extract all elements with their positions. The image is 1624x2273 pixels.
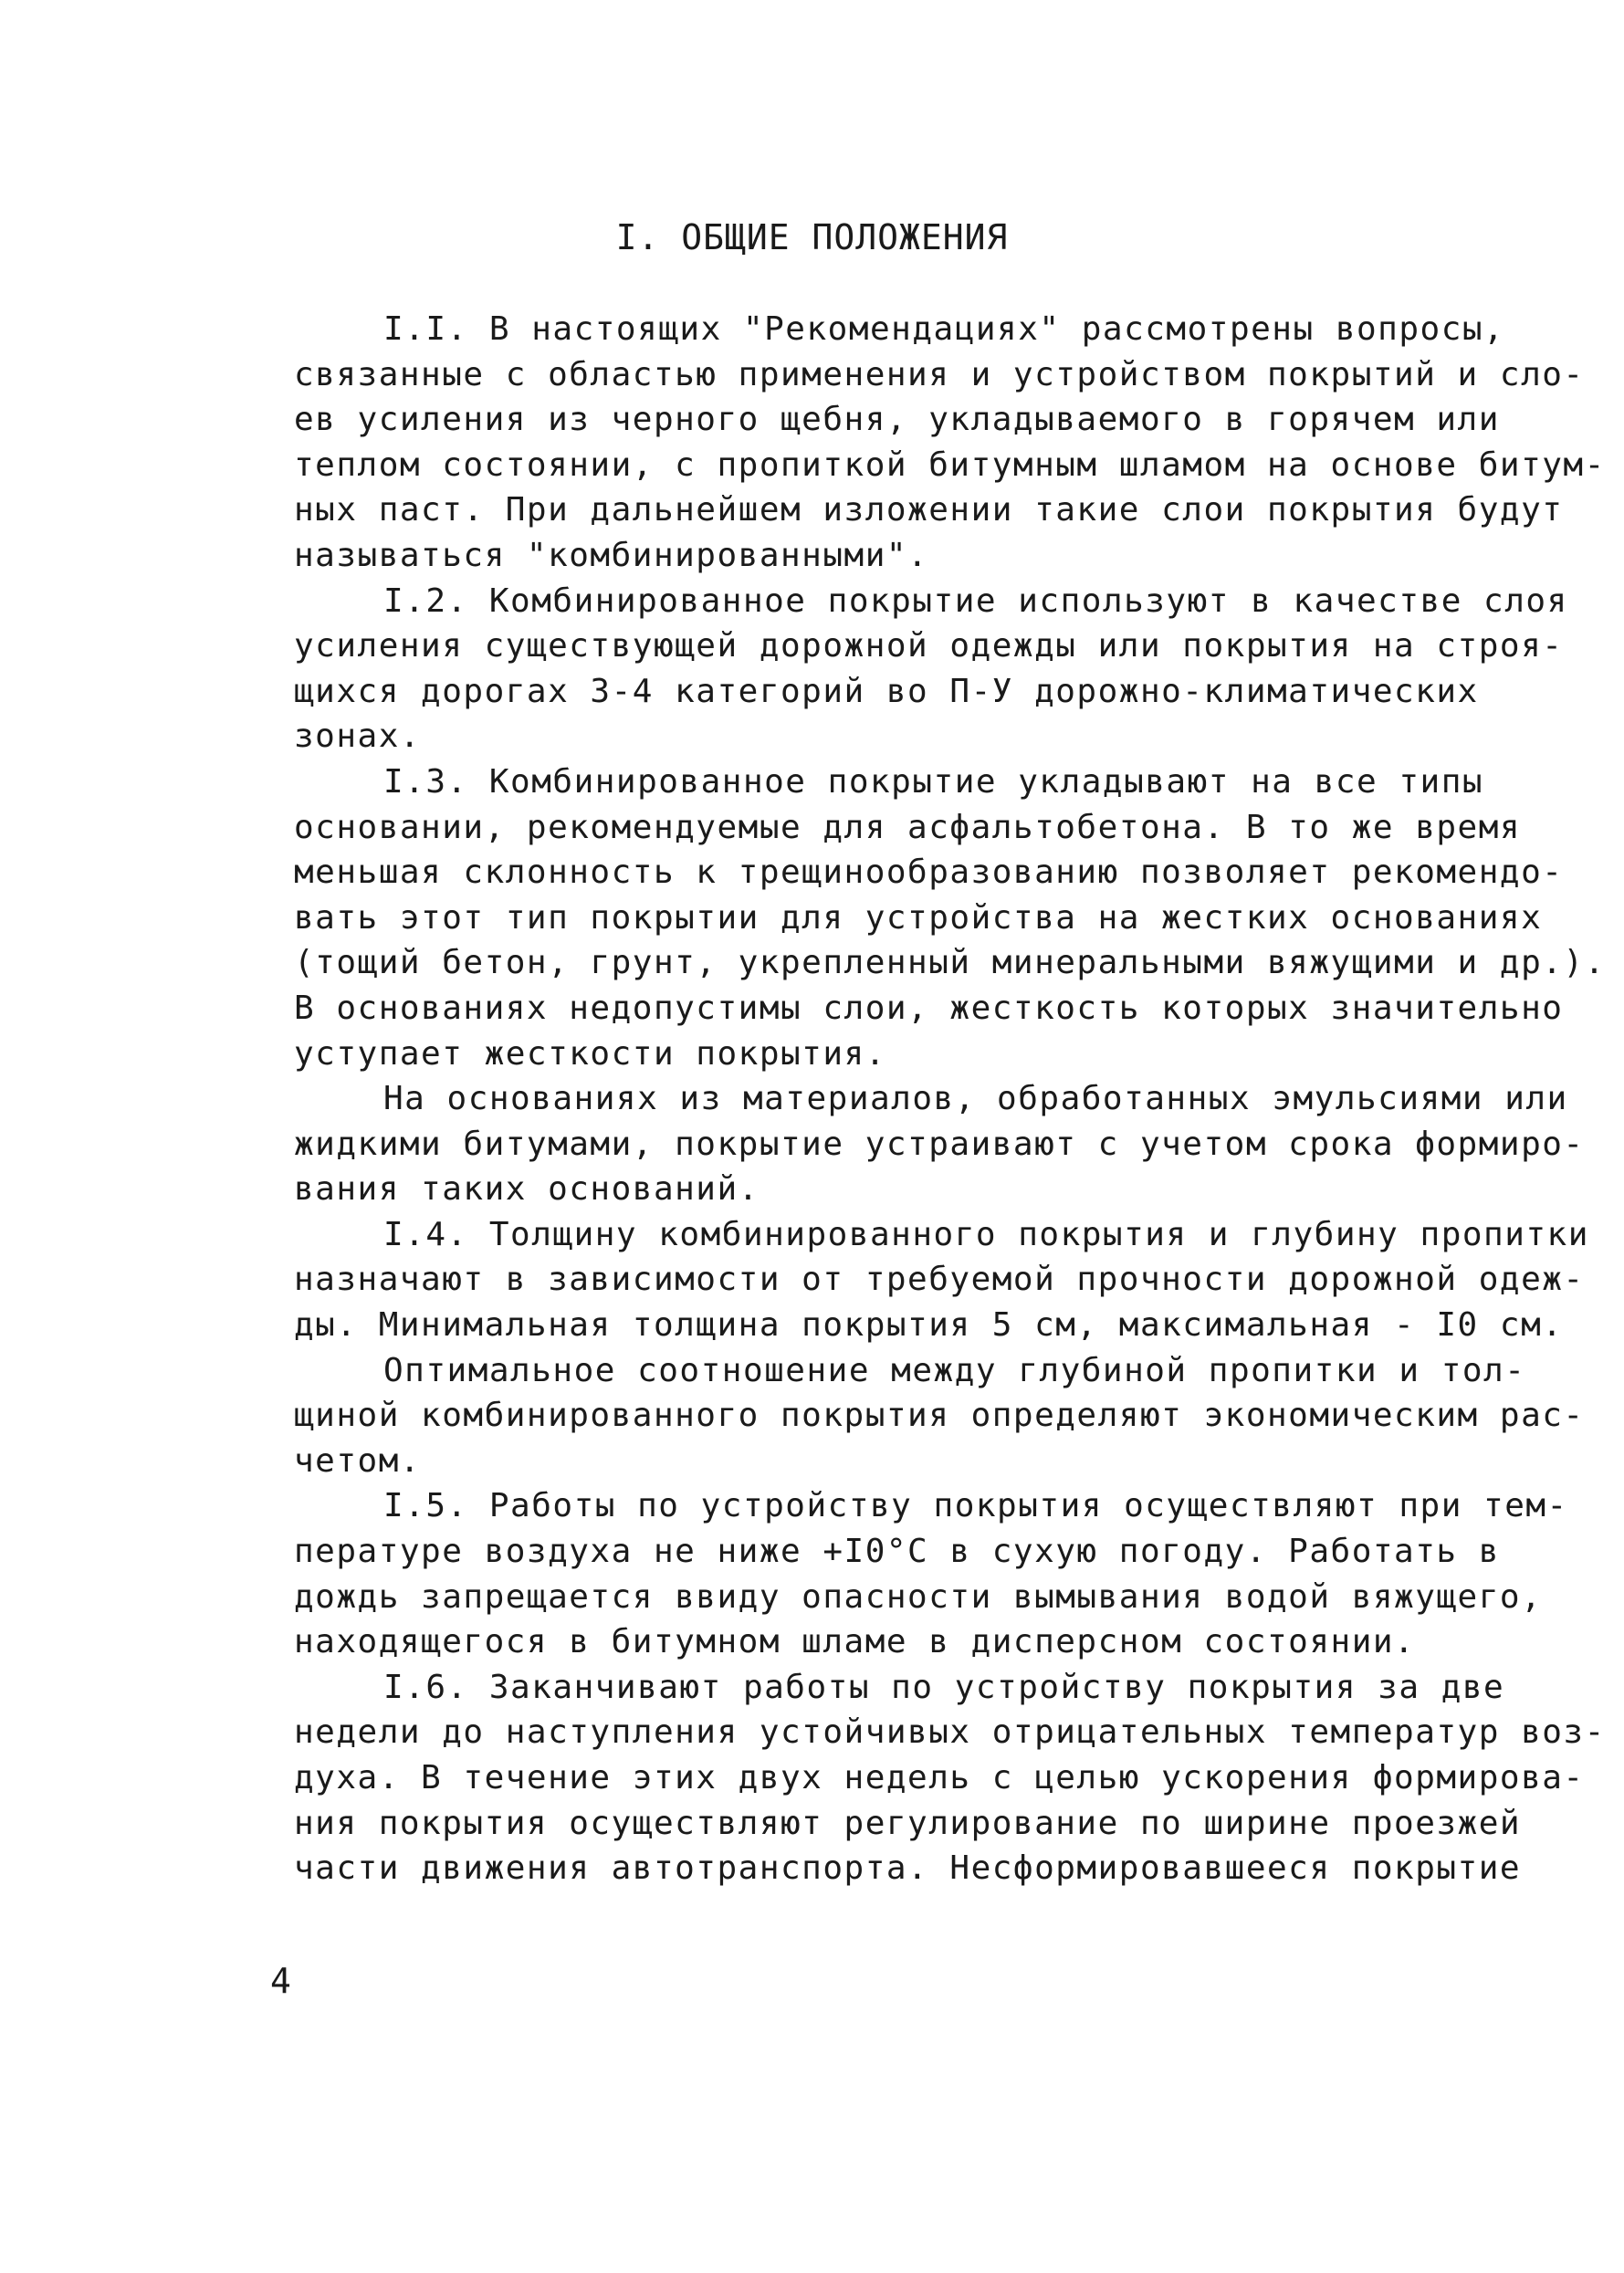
- text-line: теплом состоянии, с пропиткой битумным шламом на основе битум-: [294, 445, 1606, 484]
- text-line: Оптимальное соотношение между глубиной пропитки и тол-: [383, 1351, 1526, 1389]
- text-line: назначают в зависимости от требуемой прочности дорожной одеж-: [294, 1261, 1585, 1299]
- text-line: I.I. В настоящих "Рекомендациях" рассмотрены вопросы,: [383, 310, 1505, 348]
- text-line: связанные с областью применения и устройством покрытий и сло-: [294, 355, 1585, 393]
- page-number: 4: [270, 1961, 291, 2001]
- text-line: части движения автотранспорта. Несформировавшееся покрытие: [294, 1849, 1522, 1888]
- text-line: жидкими битумами, покрытие устраивают с учетом срока формиро-: [294, 1125, 1585, 1163]
- text-line: щихся дорогах 3-4 категорий во П-У дорожно-климатических: [294, 672, 1479, 710]
- text-line: дождь запрещается ввиду опасности вымывания водой вяжущего,: [294, 1577, 1543, 1616]
- text-line: ния покрытия осуществляют регулирование по ширине проезжей: [294, 1804, 1522, 1842]
- text-line: ев усиления из черного щебня, укладываемого в горячем или: [294, 401, 1500, 439]
- section-title: I. ОБЩИЕ ПОЛОЖЕНИЯ: [615, 217, 1009, 257]
- text-line: пературе воздуха не ниже +I0°С в сухую погоду. Работать в: [294, 1533, 1500, 1571]
- text-line: уступает жесткости покрытия.: [294, 1034, 886, 1073]
- text-line: I.5. Работы по устройству покрытия осуществляют при тем-: [383, 1487, 1568, 1525]
- text-line: усиления существующей дорожной одежды или покрытия на строя-: [294, 627, 1564, 665]
- text-line: вать этот тип покрытии для устройства на жестких основаниях: [294, 898, 1543, 937]
- text-line: I.3. Комбинированное покрытие укладывают на все типы: [383, 762, 1484, 801]
- text-line: называться "комбинированными".: [294, 536, 929, 574]
- text-line: вания таких оснований.: [294, 1170, 760, 1209]
- text-line: (тощий бетон, грунт, укрепленный минеральными вяжущими и др.).: [294, 944, 1606, 982]
- text-line: меньшая склонность к трещинообразованию позволяет рекомендо-: [294, 854, 1564, 892]
- document-body: [294, 307, 1606, 1891]
- text-line: На основаниях из материалов, обработанных эмульсиями или: [383, 1080, 1568, 1118]
- text-line: I.2. Комбинированное покрытие используют в качестве слоя: [383, 581, 1568, 620]
- text-line: I.6. Заканчивают работы по устройству покрытия за две: [383, 1668, 1505, 1706]
- text-line: недели до наступления устойчивых отрицательных температур воз-: [294, 1713, 1606, 1752]
- text-line: находящегося в битумном шламе в дисперсном состоянии.: [294, 1623, 1416, 1661]
- text-line: духа. В течение этих двух недель с целью ускорения формирова-: [294, 1759, 1585, 1796]
- text-line: ды. Минимальная толщина покрытия 5 см, максимальная - I0 см.: [294, 1306, 1564, 1345]
- text-line: I.4. Толщину комбинированного покрытия и глубину пропитки: [383, 1215, 1589, 1253]
- text-line: зонах.: [294, 718, 422, 756]
- text-line: основании, рекомендуемые для асфальтобетона. В то же время: [294, 808, 1522, 846]
- text-line: ных паст. При дальнейшем изложении такие слои покрытия будут: [294, 491, 1564, 529]
- text-line: щиной комбинированного покрытия определяют экономическим рас-: [294, 1397, 1585, 1435]
- text-line: четом.: [294, 1441, 422, 1480]
- text-line: В основаниях недопустимы слои, жесткость которых значительно: [294, 989, 1564, 1027]
